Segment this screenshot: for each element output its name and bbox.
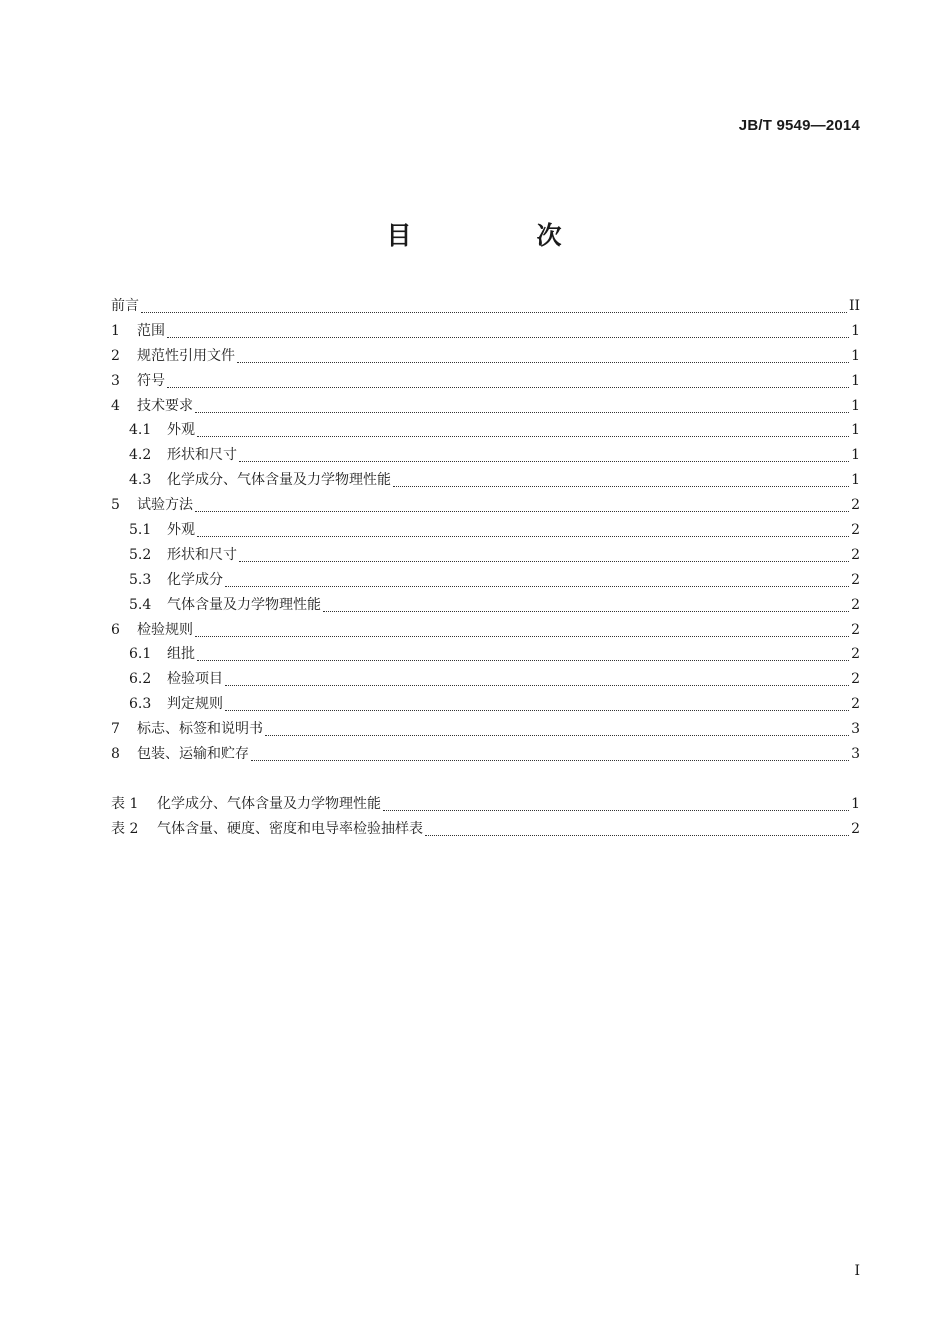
entry-number: 8 <box>111 746 120 763</box>
entry-page: 2 <box>851 571 860 588</box>
toc-table-1[interactable] <box>111 792 860 817</box>
entry-title: 外观 <box>167 422 195 439</box>
entry-number: 4.2 <box>129 447 152 464</box>
entry-title: 规范性引用文件 <box>137 347 235 364</box>
toc-entry-2[interactable] <box>111 344 860 369</box>
toc-title: 目 次 <box>386 221 612 250</box>
table-title: 气体含量、硬度、密度和电导率检验抽样表 <box>157 820 423 837</box>
toc-entry-6[interactable] <box>111 618 860 643</box>
entry-page: 2 <box>851 696 860 713</box>
dot-leader <box>425 835 849 836</box>
entry-number: 4.1 <box>129 422 152 439</box>
dot-leader <box>239 461 849 462</box>
toc-entry-6-1[interactable] <box>111 642 860 667</box>
entry-title: 标志、标签和说明书 <box>137 721 263 738</box>
entry-title: 包装、运输和贮存 <box>137 746 249 763</box>
entry-number: 2 <box>111 347 120 364</box>
dot-leader <box>237 362 849 363</box>
toc-entry-5-1[interactable] <box>111 518 860 543</box>
toc-entry-1[interactable] <box>111 319 860 344</box>
entry-number: 5.3 <box>129 571 152 588</box>
dot-leader <box>167 387 849 388</box>
entry-page: 1 <box>851 472 860 489</box>
entry-page: 2 <box>851 646 860 663</box>
page-number: I <box>854 1263 860 1279</box>
entry-number: 5 <box>111 497 120 514</box>
entry-number: 7 <box>111 721 120 738</box>
entry-page: 2 <box>851 596 860 613</box>
dot-leader <box>393 486 849 487</box>
table-page: 2 <box>851 820 860 837</box>
toc-entry-3[interactable] <box>111 369 860 394</box>
entry-page: II <box>848 298 860 314</box>
dot-leader <box>225 710 849 711</box>
entry-page: 2 <box>851 522 860 539</box>
entry-number: 6.2 <box>129 671 152 688</box>
toc-entry-7[interactable] <box>111 717 860 742</box>
table-title: 化学成分、气体含量及力学物理性能 <box>157 796 381 812</box>
toc-main-list <box>111 294 860 767</box>
entry-page: 1 <box>851 322 860 339</box>
entry-page: 1 <box>851 422 860 439</box>
entry-title: 符号 <box>137 372 165 389</box>
table-number: 表 2 <box>111 820 139 837</box>
dot-leader <box>195 412 849 413</box>
entry-number: 5.4 <box>129 596 152 613</box>
dot-leader <box>265 735 849 736</box>
dot-leader <box>225 586 849 587</box>
entry-title: 检验项目 <box>167 671 223 688</box>
entry-title: 外观 <box>167 522 195 539</box>
entry-page: 3 <box>851 746 860 763</box>
entry-number: 6.3 <box>129 696 152 713</box>
entry-number: 4 <box>111 397 120 414</box>
dot-leader <box>195 511 849 512</box>
toc-tables-list <box>111 792 860 842</box>
dot-leader <box>197 660 849 661</box>
entry-title: 化学成分、气体含量及力学物理性能 <box>167 472 391 489</box>
toc-entry-5-2[interactable] <box>111 543 860 568</box>
toc-entry-6-2[interactable] <box>111 667 860 692</box>
toc-entry-4-3[interactable] <box>111 468 860 493</box>
entry-number: 6 <box>111 621 120 638</box>
dot-leader <box>195 636 849 637</box>
entry-page: 1 <box>851 447 860 464</box>
entry-title: 化学成分 <box>167 571 223 588</box>
entry-page: 2 <box>851 671 860 688</box>
toc-entry-5-3[interactable] <box>111 568 860 593</box>
entry-title: 试验方法 <box>137 497 193 514</box>
entry-page: 1 <box>851 347 860 364</box>
table-page: 1 <box>851 796 860 812</box>
toc-entry-4-2[interactable] <box>111 443 860 468</box>
entry-page: 1 <box>851 397 860 414</box>
toc-entry-5-4[interactable] <box>111 593 860 618</box>
dot-leader <box>383 810 849 811</box>
toc-entry-4[interactable] <box>111 394 860 419</box>
entry-number: 1 <box>111 322 120 339</box>
toc-table-2[interactable] <box>111 817 860 842</box>
dot-leader <box>197 436 849 437</box>
entry-title: 气体含量及力学物理性能 <box>167 596 321 613</box>
entry-title: 判定规则 <box>167 696 223 713</box>
toc-entry-8[interactable] <box>111 742 860 767</box>
entry-page: 2 <box>851 546 860 563</box>
table-number: 表 1 <box>111 796 139 812</box>
entry-title: 形状和尺寸 <box>167 447 237 464</box>
entry-page: 1 <box>851 372 860 389</box>
entry-page: 2 <box>851 621 860 638</box>
entry-page: 3 <box>851 721 860 738</box>
toc-entry-preface[interactable] <box>111 294 860 319</box>
entry-number: 4.3 <box>129 472 152 489</box>
toc-entry-6-3[interactable] <box>111 692 860 717</box>
entry-title: 组批 <box>167 646 195 663</box>
entry-number: 5.1 <box>129 522 152 539</box>
entry-title: 范围 <box>137 322 165 339</box>
dot-leader <box>167 337 849 338</box>
entry-title: 技术要求 <box>137 397 193 414</box>
entry-title: 前言 <box>111 298 139 314</box>
entry-number: 3 <box>111 372 120 389</box>
entry-number: 6.1 <box>129 646 152 663</box>
dot-leader <box>251 760 849 761</box>
standard-code: JB/T 9549—2014 <box>738 117 860 134</box>
dot-leader <box>197 536 849 537</box>
entry-title: 检验规则 <box>137 621 193 638</box>
dot-leader <box>141 312 847 313</box>
dot-leader <box>239 561 849 562</box>
dot-leader <box>323 611 849 612</box>
entry-title: 形状和尺寸 <box>167 546 237 563</box>
toc-entry-4-1[interactable] <box>111 418 860 443</box>
dot-leader <box>225 685 849 686</box>
toc-entry-5[interactable] <box>111 493 860 518</box>
entry-number: 5.2 <box>129 546 152 563</box>
entry-page: 2 <box>851 497 860 514</box>
